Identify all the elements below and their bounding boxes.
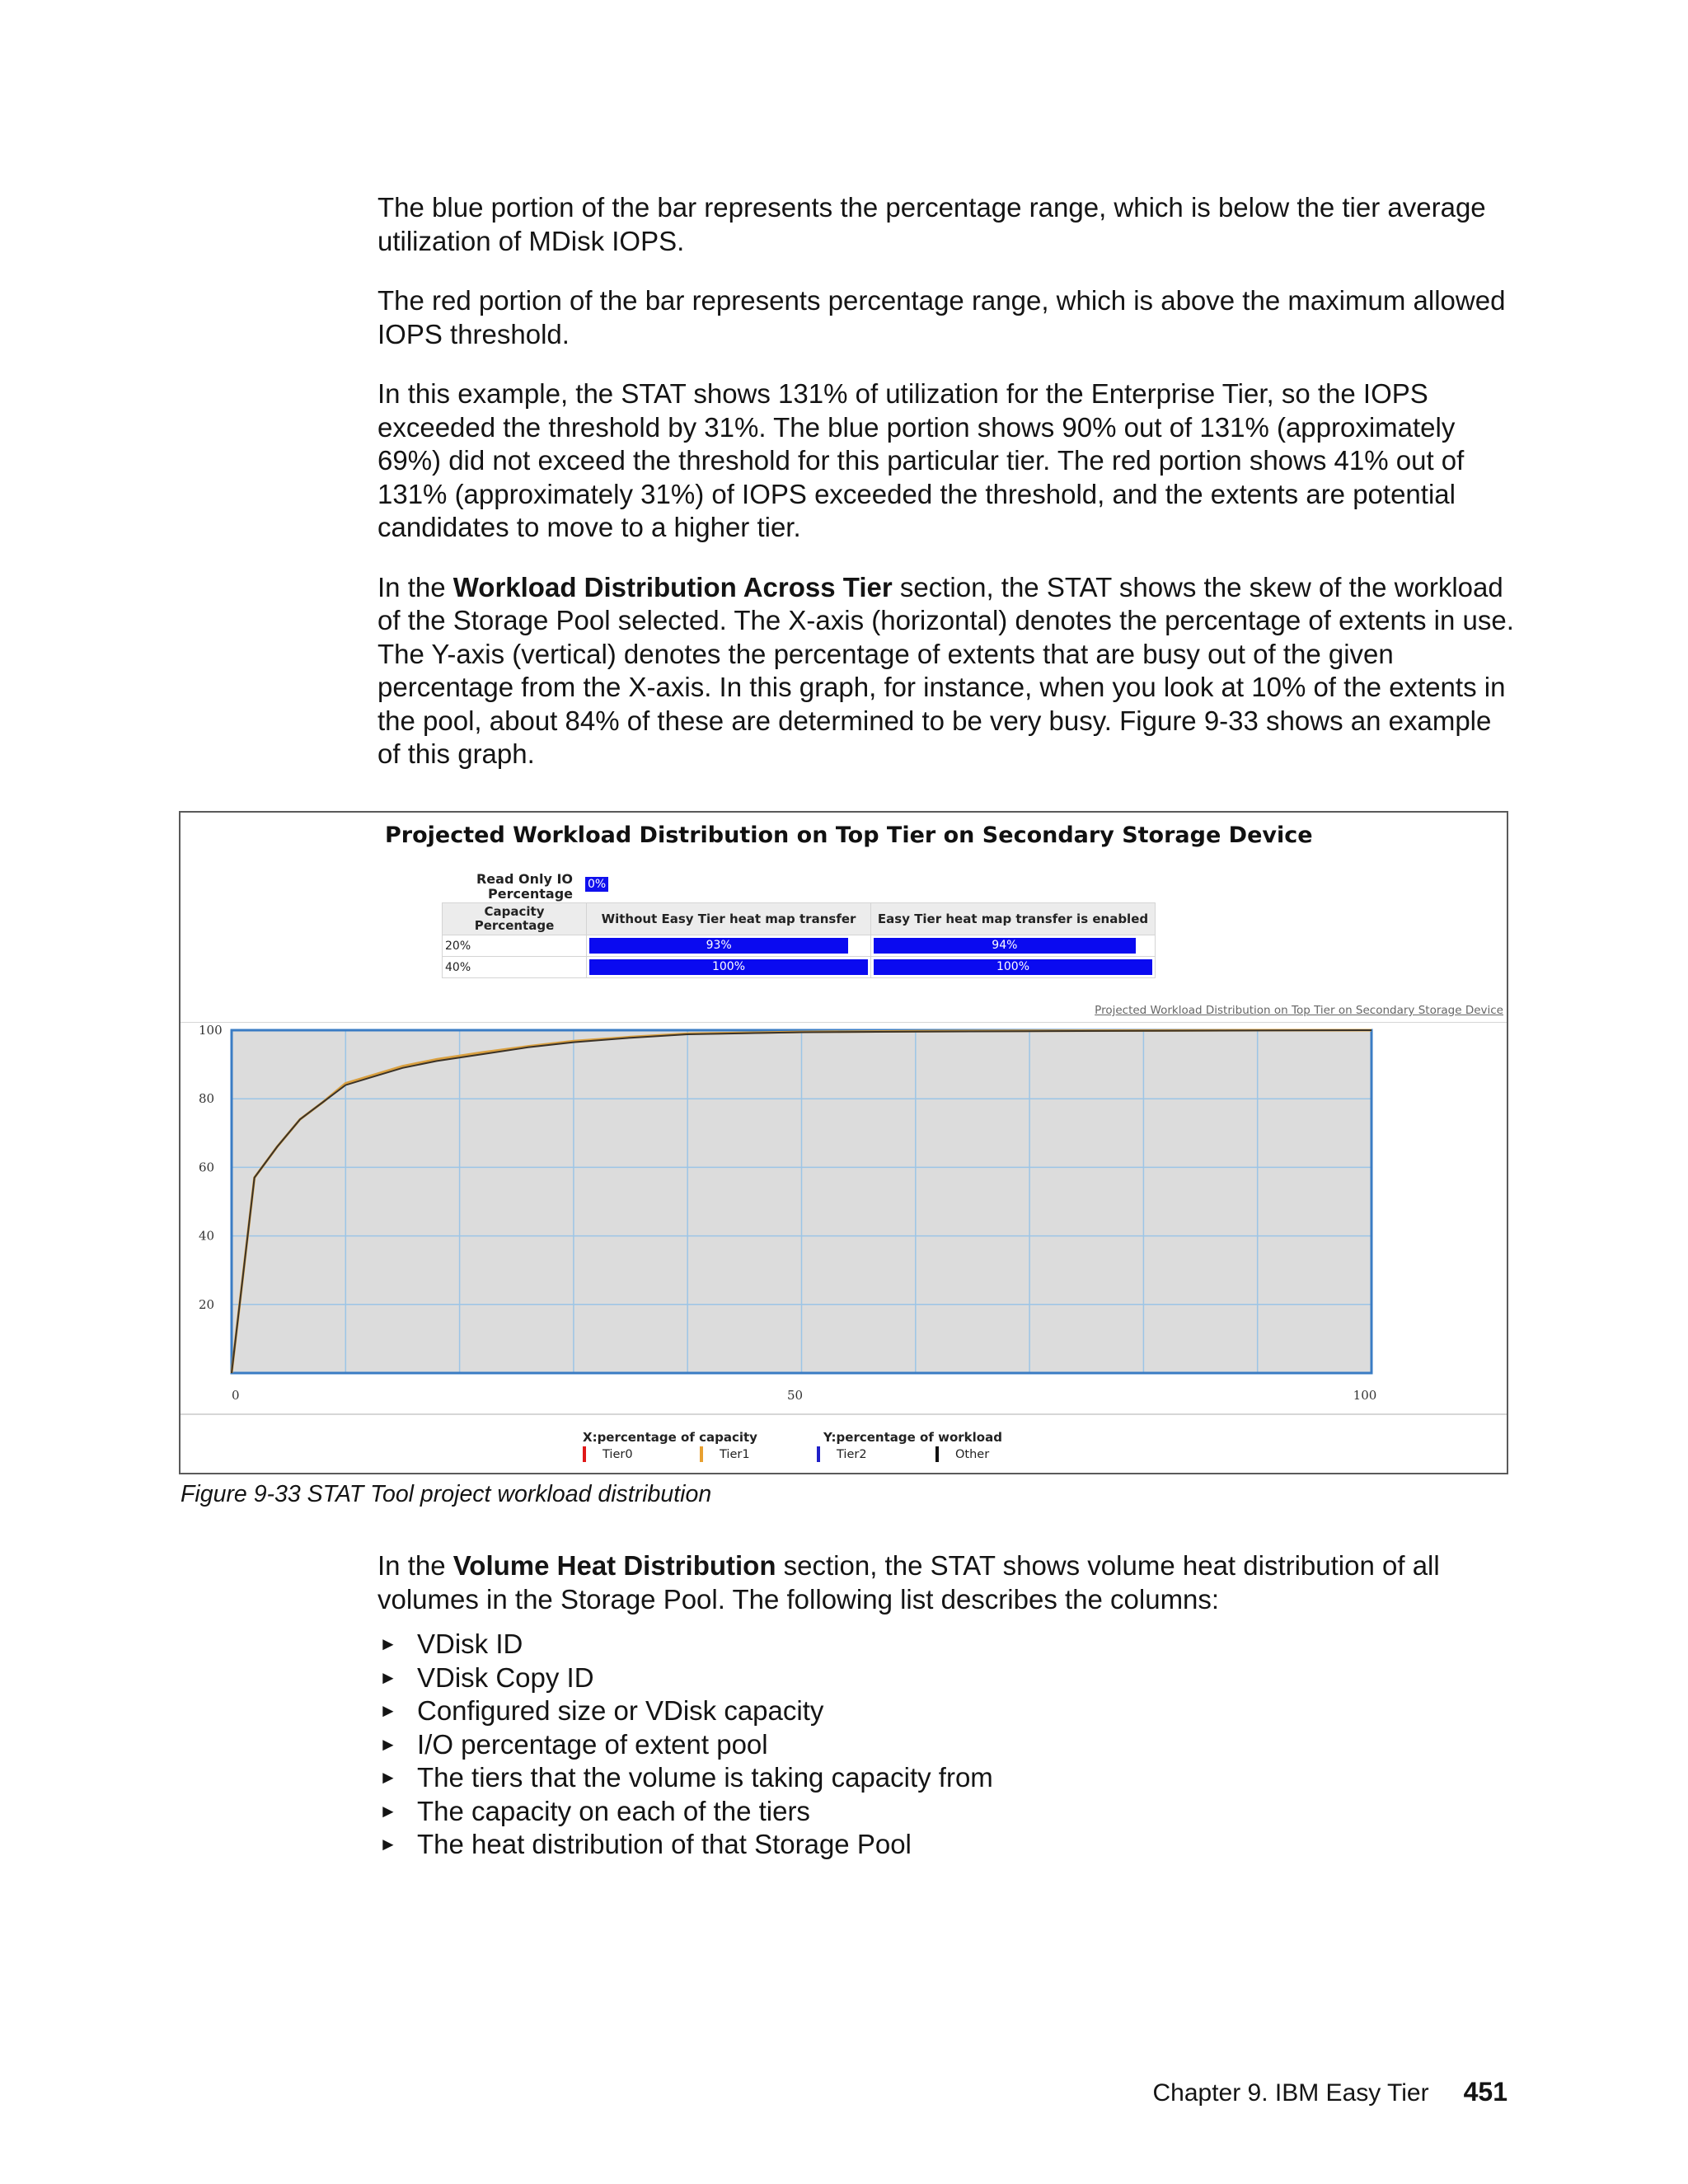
chart-caption-link[interactable]: Projected Workload Distribution on Top Tier on Secondary Storage Device bbox=[1095, 1004, 1503, 1017]
header-capacity: Capacity Percentage bbox=[443, 903, 587, 935]
table-header-row bbox=[443, 903, 1156, 935]
figure-caption: Figure 9-33 STAT Tool project workload distribution bbox=[181, 1481, 712, 1507]
list-item-text: VDisk ID bbox=[417, 1629, 523, 1659]
workload-line-chart bbox=[181, 1022, 1507, 1418]
x-tick-label: 100 bbox=[1353, 1388, 1377, 1403]
x-tick-label: 50 bbox=[786, 1388, 804, 1403]
body-text-bottom bbox=[377, 1549, 1515, 1862]
list-item bbox=[377, 1828, 1515, 1862]
y-tick-label: 80 bbox=[199, 1091, 215, 1107]
progress-bar-without: 100% bbox=[589, 959, 868, 975]
list-item bbox=[377, 1661, 1515, 1695]
para-bold-term: Workload Distribution Across Tier bbox=[452, 571, 893, 602]
capacity-summary-table bbox=[442, 902, 1156, 978]
y-tick-label: 60 bbox=[199, 1160, 215, 1175]
progress-bar-without: 93% bbox=[589, 938, 848, 954]
list-item bbox=[377, 1628, 1515, 1661]
legend-item-other bbox=[935, 1446, 989, 1462]
legend-label: Other bbox=[955, 1447, 990, 1461]
y-axis-title: Y:percentage of workload bbox=[823, 1430, 1002, 1445]
legend-swatch bbox=[700, 1446, 703, 1462]
capacity-cell: 20% bbox=[443, 935, 587, 957]
bullet-arrow-icon: ► bbox=[379, 1666, 397, 1688]
bar-cell bbox=[587, 935, 871, 957]
footer-chapter: Chapter 9. IBM Easy Tier bbox=[1152, 2079, 1429, 2107]
list-item bbox=[377, 1694, 1515, 1728]
x-axis-title: X:percentage of capacity bbox=[583, 1430, 757, 1445]
page-footer bbox=[1152, 2077, 1507, 2107]
legend-swatch bbox=[583, 1446, 586, 1462]
y-tick-label: 100 bbox=[199, 1023, 223, 1038]
progress-bar-with: 94% bbox=[874, 938, 1136, 954]
header-without: Without Easy Tier heat map transfer bbox=[587, 903, 871, 935]
legend-item-tier1 bbox=[700, 1446, 750, 1462]
header-with: Easy Tier heat map transfer is enabled bbox=[871, 903, 1156, 935]
para-rest: section, the STAT shows volume heat distribution of all volumes in the Storage Pool. The following list describes the columns: bbox=[377, 1550, 1440, 1615]
bullet-arrow-icon: ► bbox=[379, 1733, 397, 1755]
bullet-arrow-icon: ► bbox=[379, 1767, 397, 1788]
para-lead: In the bbox=[377, 1550, 453, 1581]
bullet-arrow-icon: ► bbox=[379, 1700, 397, 1721]
paragraph-volume-heat bbox=[377, 1549, 1515, 1616]
bar-cell bbox=[871, 935, 1156, 957]
capacity-cell: 40% bbox=[443, 957, 587, 978]
read-only-io-label: Read Only IO Percentage bbox=[476, 871, 573, 902]
paragraph-red-portion: The red portion of the bar represents percentage range, which is above the maximum allowed IOPS threshold. bbox=[377, 285, 1506, 349]
legend-item-tier2 bbox=[817, 1446, 867, 1462]
bar-cell bbox=[587, 957, 871, 978]
table-row bbox=[443, 957, 1156, 978]
list-item-text: The heat distribution of that Storage Pool bbox=[417, 1829, 912, 1859]
read-only-io-value: 0% bbox=[585, 877, 608, 892]
legend-label: Tier2 bbox=[837, 1447, 867, 1461]
x-tick-label: 0 bbox=[232, 1388, 240, 1403]
page-number: 451 bbox=[1463, 2077, 1507, 2107]
figure-screenshot bbox=[179, 811, 1508, 1474]
list-item-text: I/O percentage of extent pool bbox=[417, 1728, 768, 1760]
list-item-text: VDisk Copy ID bbox=[417, 1661, 594, 1693]
table-row bbox=[443, 935, 1156, 957]
bullet-arrow-icon: ► bbox=[379, 1633, 397, 1654]
paragraph-workload-distribution bbox=[377, 571, 1515, 771]
body-text-top bbox=[377, 191, 1515, 798]
figure-title: Projected Workload Distribution on Top Tier on Secondary Storage Device bbox=[385, 823, 1313, 848]
list-item bbox=[377, 1795, 1515, 1829]
list-item bbox=[377, 1761, 1515, 1795]
legend-swatch bbox=[935, 1446, 939, 1462]
bullet-arrow-icon: ► bbox=[379, 1800, 397, 1821]
bullet-arrow-icon: ► bbox=[379, 1834, 397, 1854]
legend-label: Tier0 bbox=[603, 1447, 633, 1461]
legend-label: Tier1 bbox=[720, 1447, 750, 1461]
list-item-text: Configured size or VDisk capacity bbox=[417, 1695, 824, 1726]
column-list bbox=[377, 1628, 1515, 1862]
paragraph-blue-portion: The blue portion of the bar represents the percentage range, which is below the tier average utilization of MDisk IOPS. bbox=[377, 192, 1486, 256]
progress-bar-with: 100% bbox=[874, 959, 1152, 975]
y-tick-label: 40 bbox=[199, 1228, 215, 1244]
list-item bbox=[377, 1728, 1515, 1762]
chart-legend bbox=[181, 1427, 1507, 1473]
bar-cell bbox=[871, 957, 1156, 978]
list-item-text: The tiers that the volume is taking capacity from bbox=[417, 1762, 993, 1793]
paragraph-example: In this example, the STAT shows 131% of utilization for the Enterprise Tier, so the IOPS exceeded the threshold by 31%. The blue portion shows 90% out of 131% (approximately 69%) did not exceed the threshold for this particular tier. The red portion shows 41% out of 131% (approximately 31%) of IOPS exceeded the threshold, and the extents are potential candidates to move to a higher tier. bbox=[377, 378, 1465, 542]
list-item-text: The capacity on each of the tiers bbox=[417, 1795, 810, 1826]
para-lead: In the bbox=[377, 571, 453, 602]
para-bold-term: Volume Heat Distribution bbox=[452, 1550, 776, 1581]
y-tick-label: 20 bbox=[199, 1296, 215, 1312]
legend-swatch bbox=[817, 1446, 820, 1462]
legend-item-tier0 bbox=[583, 1446, 633, 1462]
para-rest: section, the STAT shows the skew of the workload of the Storage Pool selected. The X-axis (horizontal) denotes the percentage of extents in use. The Y-axis (vertical) denotes the percentage of extents that are busy out of the given percentage from the X-axis. In this graph, for instance, when you look at 10% of the extents in the pool, about 84% of these are determined to be very busy. Figure 9-33 shows an example of this graph. bbox=[377, 571, 1514, 769]
